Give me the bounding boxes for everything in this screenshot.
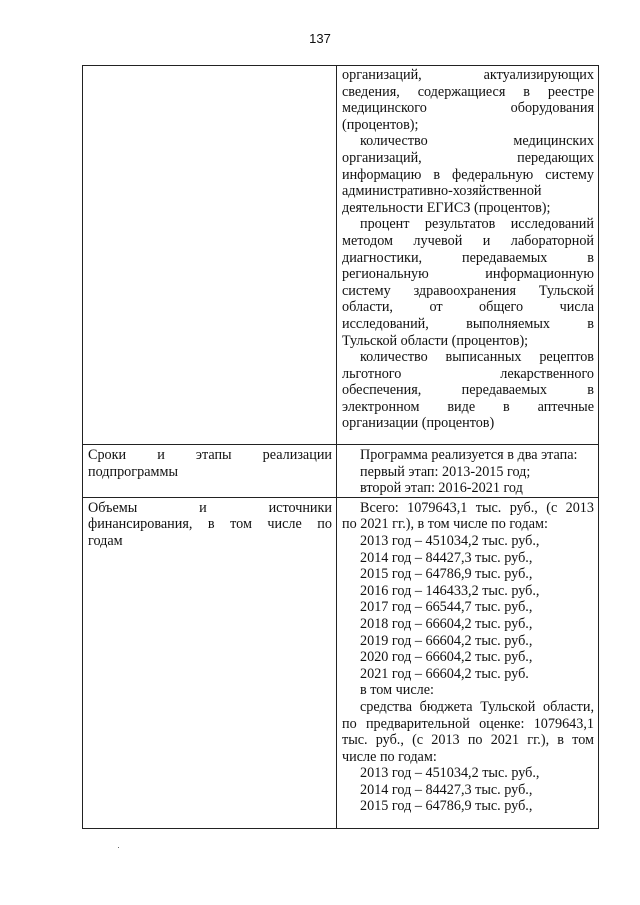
list-item: 2014 год – 84427,3 тыс. руб.,: [360, 549, 533, 566]
text-line: Тульской области (процентов);: [342, 332, 529, 349]
text-line: деятельности ЕГИСЗ (процентов);: [342, 199, 551, 216]
text-line: региональную информационную: [342, 266, 594, 283]
text-line: процент результатов исследований: [360, 216, 594, 233]
list-item: 2016 год – 146433,2 тыс. руб.,: [360, 582, 540, 599]
text-line: организации (процентов): [342, 415, 495, 432]
empty-label-cell: [83, 66, 337, 445]
text-line: административно-хозяйственной: [342, 183, 542, 200]
table-row-stages: [83, 445, 599, 498]
text-line: систему здравоохранения Тульской: [342, 282, 594, 299]
passport-table: [82, 65, 599, 829]
text-line: количество медицинских: [360, 133, 594, 150]
stages-label-line: подпрограммы: [88, 463, 178, 480]
regional-line: тыс. руб., (с 2013 по 2021 гг.), в том: [342, 732, 594, 749]
funding-value-cell: [337, 497, 599, 828]
list-item: 2013 год – 451034,2 тыс. руб.,: [360, 532, 540, 549]
list-item: 2017 год – 66544,7 тыс. руб.,: [360, 599, 533, 616]
funding-total-line: Всего: 1079643,1 тыс. руб., (с 2013: [360, 499, 594, 516]
funding-label-line: финансирования, в том числе по: [88, 516, 332, 533]
scan-speck: [118, 847, 119, 848]
text-line: методом лучевой и лабораторной: [342, 232, 594, 249]
list-item: 2015 год – 64786,9 тыс. руб.,: [360, 798, 533, 815]
funding-years-list: [342, 533, 594, 699]
indicators-cell: [337, 66, 599, 445]
text-line: области, от общего числа: [342, 299, 594, 316]
text-line: медицинского оборудования: [342, 100, 594, 117]
list-item: в том числе:: [360, 682, 434, 699]
text-line: льготного лекарственного: [342, 365, 594, 382]
text-line: обеспечения, передаваемых в: [342, 382, 594, 399]
text-line: электронном виде в аптечные: [342, 398, 594, 415]
list-item: 2013 год – 451034,2 тыс. руб.,: [360, 765, 540, 782]
stages-label-line: Сроки и этапы реализации: [88, 447, 332, 463]
stages-value-cell: [337, 445, 599, 498]
text-line: диагностики, передаваемых в: [342, 249, 594, 266]
stages-line: первый этап: 2013-2015 год;: [360, 463, 531, 480]
text-line: исследований, выполняемых в: [342, 315, 594, 332]
list-item: 2014 год – 84427,3 тыс. руб.,: [360, 781, 533, 798]
funding-label-line: годам: [88, 532, 123, 549]
regional-line: числе по годам:: [342, 748, 437, 765]
table-row-funding: [83, 497, 599, 828]
stages-label-cell: [83, 445, 337, 498]
list-item: 2018 год – 66604,2 тыс. руб.,: [360, 615, 533, 632]
stages-line: второй этап: 2016-2021 год: [360, 480, 523, 497]
text-line: организаций, передающих: [342, 149, 594, 166]
funding-total-line: по 2021 гг.), в том числе по годам:: [342, 516, 548, 533]
stages-line: Программа реализуется в два этапа:: [360, 447, 578, 463]
text-line: (процентов);: [342, 116, 419, 133]
regional-years-list: [342, 765, 594, 815]
list-item: 2021 год – 66604,2 тыс. руб.: [360, 665, 529, 682]
regional-line: средства бюджета Тульской области,: [360, 698, 594, 715]
text-line: количество выписанных рецептов: [360, 349, 594, 366]
funding-label-cell: [83, 497, 337, 828]
list-item: 2020 год – 66604,2 тыс. руб.,: [360, 649, 533, 666]
regional-line: по предварительной оценке: 1079643,1: [342, 715, 594, 732]
list-item: 2015 год – 64786,9 тыс. руб.,: [360, 566, 533, 583]
text-line: информацию в федеральную систему: [342, 166, 594, 183]
text-line: сведения, содержащиеся в реестре: [342, 83, 594, 100]
list-item: 2019 год – 66604,2 тыс. руб.,: [360, 632, 533, 649]
page-number: 137: [309, 31, 331, 46]
table-row-indicators: [83, 66, 599, 445]
funding-label-line: Объемы и источники: [88, 499, 332, 516]
text-line: организаций, актуализирующих: [342, 67, 594, 83]
